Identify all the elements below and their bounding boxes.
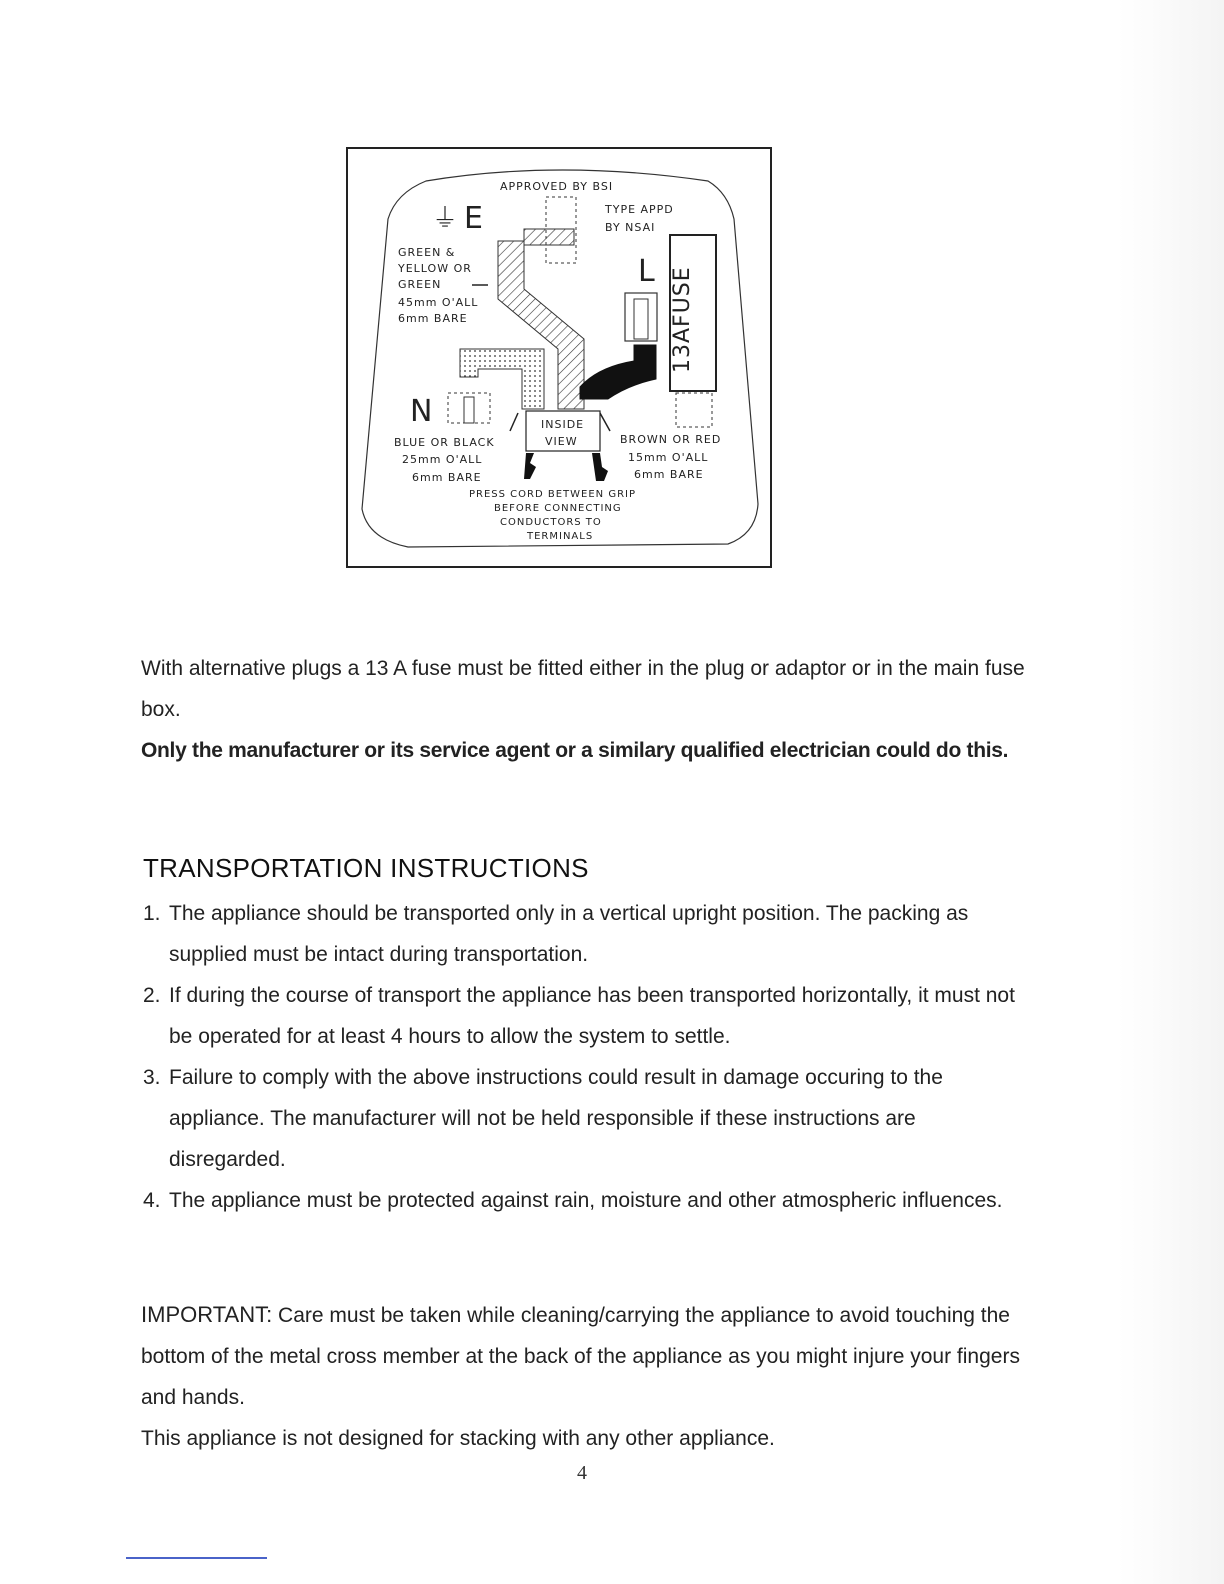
live-text-line-1: BROWN OR RED — [620, 433, 722, 446]
neutral-letter: N — [410, 394, 433, 429]
approved-by-bsi-label: APPROVED BY BSI — [500, 180, 614, 193]
transport-heading: TRANSPORTATION INSTRUCTIONS — [143, 853, 589, 883]
plug-wiring-diagram — [346, 147, 772, 568]
live-text-line-3: 6mm BARE — [634, 468, 704, 481]
fuse-label: 13AFUSE — [670, 266, 695, 373]
important-section — [141, 1294, 1031, 1459]
page-number: 4 — [577, 1462, 587, 1484]
list-item — [141, 1057, 1031, 1180]
press-cord-line-2: BEFORE CONNECTING — [494, 503, 622, 514]
earth-letter: E — [464, 201, 483, 236]
type-appd-label: TYPE APPD — [605, 203, 674, 216]
press-cord-line-4: TERMINALS — [527, 531, 594, 542]
transport-instructions — [141, 893, 1031, 1221]
inside-view-label-1: INSIDE — [541, 418, 585, 431]
inside-view-label-2: VIEW — [545, 435, 578, 448]
live-wire — [580, 345, 656, 399]
fuse-note: With alternative plugs a 13 A fuse must be fitted either in the plug or adaptor or in the main fuse box. — [141, 657, 1025, 721]
live-text-line-2: 15mm O'ALL — [628, 451, 709, 464]
press-cord-line-3: CONDUCTORS TO — [500, 517, 602, 528]
transport-list — [141, 893, 1031, 1221]
list-item — [141, 1180, 1031, 1221]
item-text: Failure to comply with the above instructions could result in damage occuring to the appliance. The manufacturer will not be held responsible if these instructions are disregarded. — [169, 1066, 943, 1171]
earth-text-line-5: 6mm BARE — [398, 312, 468, 325]
list-item — [141, 893, 1031, 975]
earth-text-line-2: YELLOW OR — [398, 262, 472, 275]
intro-section — [141, 648, 1031, 771]
manufacturer-note: Only the manufacturer or its service agent or a similary qualified electrician could do this. — [141, 739, 1009, 762]
item-text: If during the course of transport the appliance has been transported horizontally, it must not be operated for at least 4 hours to allow the system to settle. — [169, 984, 1015, 1048]
item-number: 1. — [143, 902, 161, 925]
item-text: The appliance should be transported only in a vertical upright position. The packing as supplied must be intact during transportation. — [169, 902, 969, 966]
important-paragraph — [141, 1294, 1031, 1418]
footer-rule — [126, 1557, 267, 1559]
live-letter: L — [638, 254, 655, 289]
item-number: 3. — [143, 1066, 161, 1089]
important-text: Care must be taken while cleaning/carrying the appliance to avoid touching the bottom of the metal cross member at the back of the appliance as you might injure your fingers and hands. — [141, 1304, 1020, 1409]
earth-text-line-3: GREEN — [398, 278, 442, 291]
item-text: The appliance must be protected against rain, moisture and other atmospheric influences. — [169, 1189, 1003, 1212]
neutral-wire — [460, 349, 544, 409]
item-number: 2. — [143, 984, 161, 1007]
item-number: 4. — [143, 1189, 161, 1212]
press-cord-line-1: PRESS CORD BETWEEN GRIP — [469, 489, 636, 500]
neutral-text-line-1: BLUE OR BLACK — [394, 436, 495, 449]
scan-edge-shading — [1118, 0, 1224, 1584]
cord-grip-left — [524, 453, 536, 479]
list-item — [141, 975, 1031, 1057]
earth-text-line-4: 45mm O'ALL — [398, 296, 479, 309]
earth-symbol-icon: ⏚ — [432, 204, 459, 234]
neutral-text-line-3: 6mm BARE — [412, 471, 482, 484]
important-label: IMPORTANT: — [141, 1302, 273, 1327]
stacking-note: This appliance is not designed for stacking with any other appliance. — [141, 1427, 775, 1450]
neutral-text-line-2: 25mm O'ALL — [402, 453, 483, 466]
earth-text-line-1: GREEN & — [398, 246, 456, 259]
by-nsai-label: BY NSAI — [605, 221, 656, 234]
cord-grip-right — [592, 453, 608, 481]
